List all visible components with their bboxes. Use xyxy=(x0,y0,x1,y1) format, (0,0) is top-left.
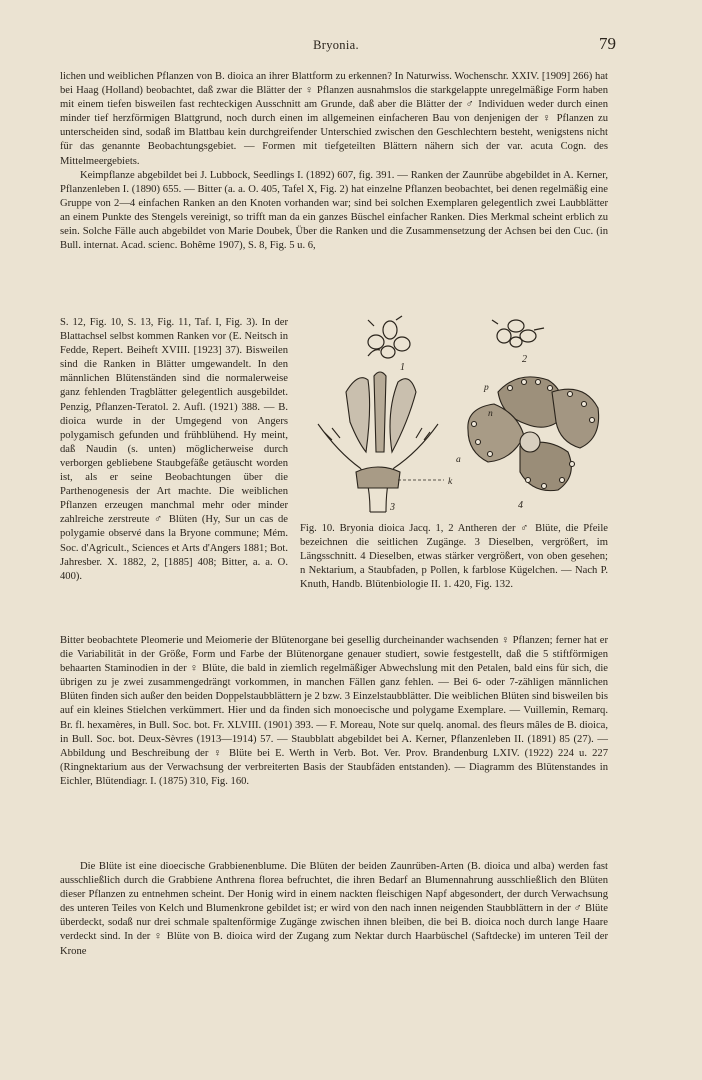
figure-label-p: p xyxy=(484,383,489,393)
figure-1-anther xyxy=(368,316,410,358)
figure-4-top-view xyxy=(468,377,599,491)
page-header xyxy=(62,34,616,58)
figure-label-4: 4 xyxy=(518,500,523,511)
figure-3-longitudinal-section xyxy=(318,372,438,512)
paragraph-tendrils: Keimpflanze abgebildet bei J. Lubbock, Seedlings I. (1892) 607, fig. 391. — Ranken der Zaunrübe abgebildet in A. Kerner, Pflanzenleben I. (1890) 655. — Bitter (a. a. O. 405, Tafel X, Fig. 2) hat einzelne Pflanzen beobachtet, bei denen regelmäßig eine Gruppe von 2—4 einfachen Ranken an den Knoten vorhanden war; sind bei solchen Exemplaren gelegentlich zwei Laubblätter an einem Punkte des Stengels vereinigt, so trifft man da ein ganzes Büschel einfacher Ranken. Dies Merkmal scheint erblich zu sein. Solche Fälle auch abgebildet von Marie Doubek, Über die Ranken und die Zusammensetzung der Achsen bei den Cuc. (in Bull. internat. Acad. scienc. Bohême 1907), S. 8, Fig. 5 u. 6, xyxy=(60,169,608,252)
anther-drawings xyxy=(298,312,610,518)
figure-label-1: 1 xyxy=(400,362,405,373)
text-block-pollination xyxy=(60,860,608,959)
figure-label-3: 3 xyxy=(390,502,395,513)
paragraph-pollination: Die Blüte ist eine dioecische Grabbienenblume. Die Blüten der beiden Zaunrüben-Arten (B. dioica und alba) werden fast ausschließlich durch die Grabbiene Anthrena florea befruchtet, die ihren Bedarf an Blumennahrung ausschließlich den Blüten dieser Pflanzen zu entnehmen scheint. Der Honig wird in einem nackten fleischigen Napf abgesondert, der durch Verwachsung des unteren Teiles von Kelch und Blumenkrone gebildet ist; er wird von den nach innen neigenden Staubblättern in der ♂ Blüte überdeckt, sodaß nur drei schmale spaltenförmige Zugänge zwischen ihnen bleiben, die bei B. dioica noch durch lange Haare verdeckt sind. In der ♀ Blüte von B. dioica wird der Zugang zum Nektar durch Haarbüschel (Saftdecke) im unteren Teil der Krone xyxy=(60,861,608,957)
figure-label-a: a xyxy=(456,455,461,465)
left-column-text xyxy=(60,316,288,584)
figure-caption xyxy=(300,522,608,592)
running-head: Bryonia. xyxy=(313,38,359,52)
paragraph-left-column: S. 12, Fig. 10, S. 13, Fig. 11, Taf. I, Fig. 3). In der Blattachsel selbst kommen Ranken vor (E. Neitsch in Fedde, Repert. Beiheft XVIII. [1923] 37). Bisweilen sind die Ranken in Blätter umgewandelt. In den männlichen Blütenständen sind die normalerweise ganz fehlenden Tragblätter gelegentlich ausgebildet. Penzig, Pflanzen-Teratol. 2. Aufl. (1921) 388. — B. dioica wurde in der Umgegend von Angers polygamisch gefunden und frühblühend. Hy meint, daß Naudin (s. unten) möglicherweise durch verborgen gebliebene Staubgefäße getäuscht worden ist, als er seine Beobachtungen über die Parthenogenesis der Art machte. Die weiblichen Pflanzen erzeugen manchmal mehr oder minder zahlreiche zerstreute ♂ Blüten (Hy, Sur un cas de polygamie observé dans la Bryone commune; Mém. Soc. d'Agricult., Sciences et Arts d'Angers 1881; Bot. Jahresber. X. 1882, 2, [1885] 408; Bitter, a. a. O. 400). xyxy=(60,317,288,582)
page-number: 79 xyxy=(599,34,616,53)
text-block-top xyxy=(60,70,608,253)
text-block-bitter xyxy=(60,634,608,789)
paragraph-bitter: Bitter beobachtete Pleomerie und Meiomerie der Blütenorgane bei gesellig durcheinander wachsenden ♀ Pflanzen; ferner hat er die Variabilität in der Größe, Form und Farbe der Blütenorgane genauer studiert, sowie festgestellt, daß die 5 stiftförmigen behaarten Staminodien in der ♀ Blüte, die bald in ziemlich regelmäßiger Abwechslung mit den Petalen, bald eins für sich, die übrigen zu je zwei zusammengedrängt vorkommen, in manchen Fällen ganz fehlen. — Bei 6- oder 7-zähligen männlichen Blüten finden sich außer den beiden Doppelstaubblättern je 2 bzw. 3 Einzelstaubblätter. Die weiblichen Blüten sind bisweilen bis auf ein kleines Stielchen verkümmert. Hier und da finden sich monoecische und polygame Exemplare. — Vuillemin, Remarq. Br. fl. hexamères, in Bull. Soc. bot. Fr. XLVIII. (1901) 393. — F. Moreau, Note sur quelq. anomal. des fleurs mâles de B. dioica, in Bull. Soc. bot. Deux-Sèvres (1913—1914) 57. — Staubblatt abgebildet bei A. Kerner, Pflanzenleben II. (1891) 85 (27). — Abbildung und Beschreibung der ♀ Blüte bei E. Werth in Verb. Bot. Ver. Prov. Brandenburg LXIV. (1922) 224 u. 227 (Ringnektarium aus der Verwachsung der verbreiterten Basis der Staubfäden entstanden). — Diagramm des Blütenstandes in Eichler, Blütendiagr. I. (1875) 310, Fig. 160. xyxy=(60,635,608,787)
caption-text: Fig. 10. Bryonia dioica Jacq. 1, 2 Antheren der ♂ Blüte, die Pfeile bezeichnen die seitlichen Zugänge. 3 Dieselben, vergrößert, im Längsschnitt. 4 Dieselben, etwas stärker vergrößert, von oben gesehen; n Nektarium, a Staubfaden, p Pollen, k farblose Kügelchen. — Nach P. Knuth, Handb. Blütenbiologie II. 1. 420, Fig. 132. xyxy=(300,523,608,591)
figure-label-n: n xyxy=(488,409,493,419)
figure-10-illustration xyxy=(298,312,610,518)
paragraph-leaf-form: lichen und weiblichen Pflanzen von B. dioica an ihrer Blattform zu erkennen? In Naturwiss. Wochenschr. XXIV. [1909] 266) hat bei Haag (Holland) beobachtet, daß zwar die Blätter der ♀ Pflanzen ausnahmslos die starkgelappte unregelmäßige Form haben mit einem tiefen bisweilen fast rechteckigen Ausschnitt am Grunde, daß aber die Blätter der ♂ Individuen weder durch einen minder tief herzförmigen Blattgrund, noch durch einen im allgemeinen einfacheren Bau von denjenigen der ♀ Pflanzen zu unterscheiden sind, sodaß im Blattbau kein durchgreifender Unterschied zwischen den Geschlechtern besteht, wenigstens nicht für das genannte Beobachtungsgebiet. — Formen mit tiefgeteilten Blättern nähern sich der var. acuta Cogn. des Mittelmeergebiets. xyxy=(60,71,608,167)
figure-label-k: k xyxy=(448,477,453,487)
figure-2-anther xyxy=(492,320,544,347)
figure-label-2: 2 xyxy=(522,354,527,365)
